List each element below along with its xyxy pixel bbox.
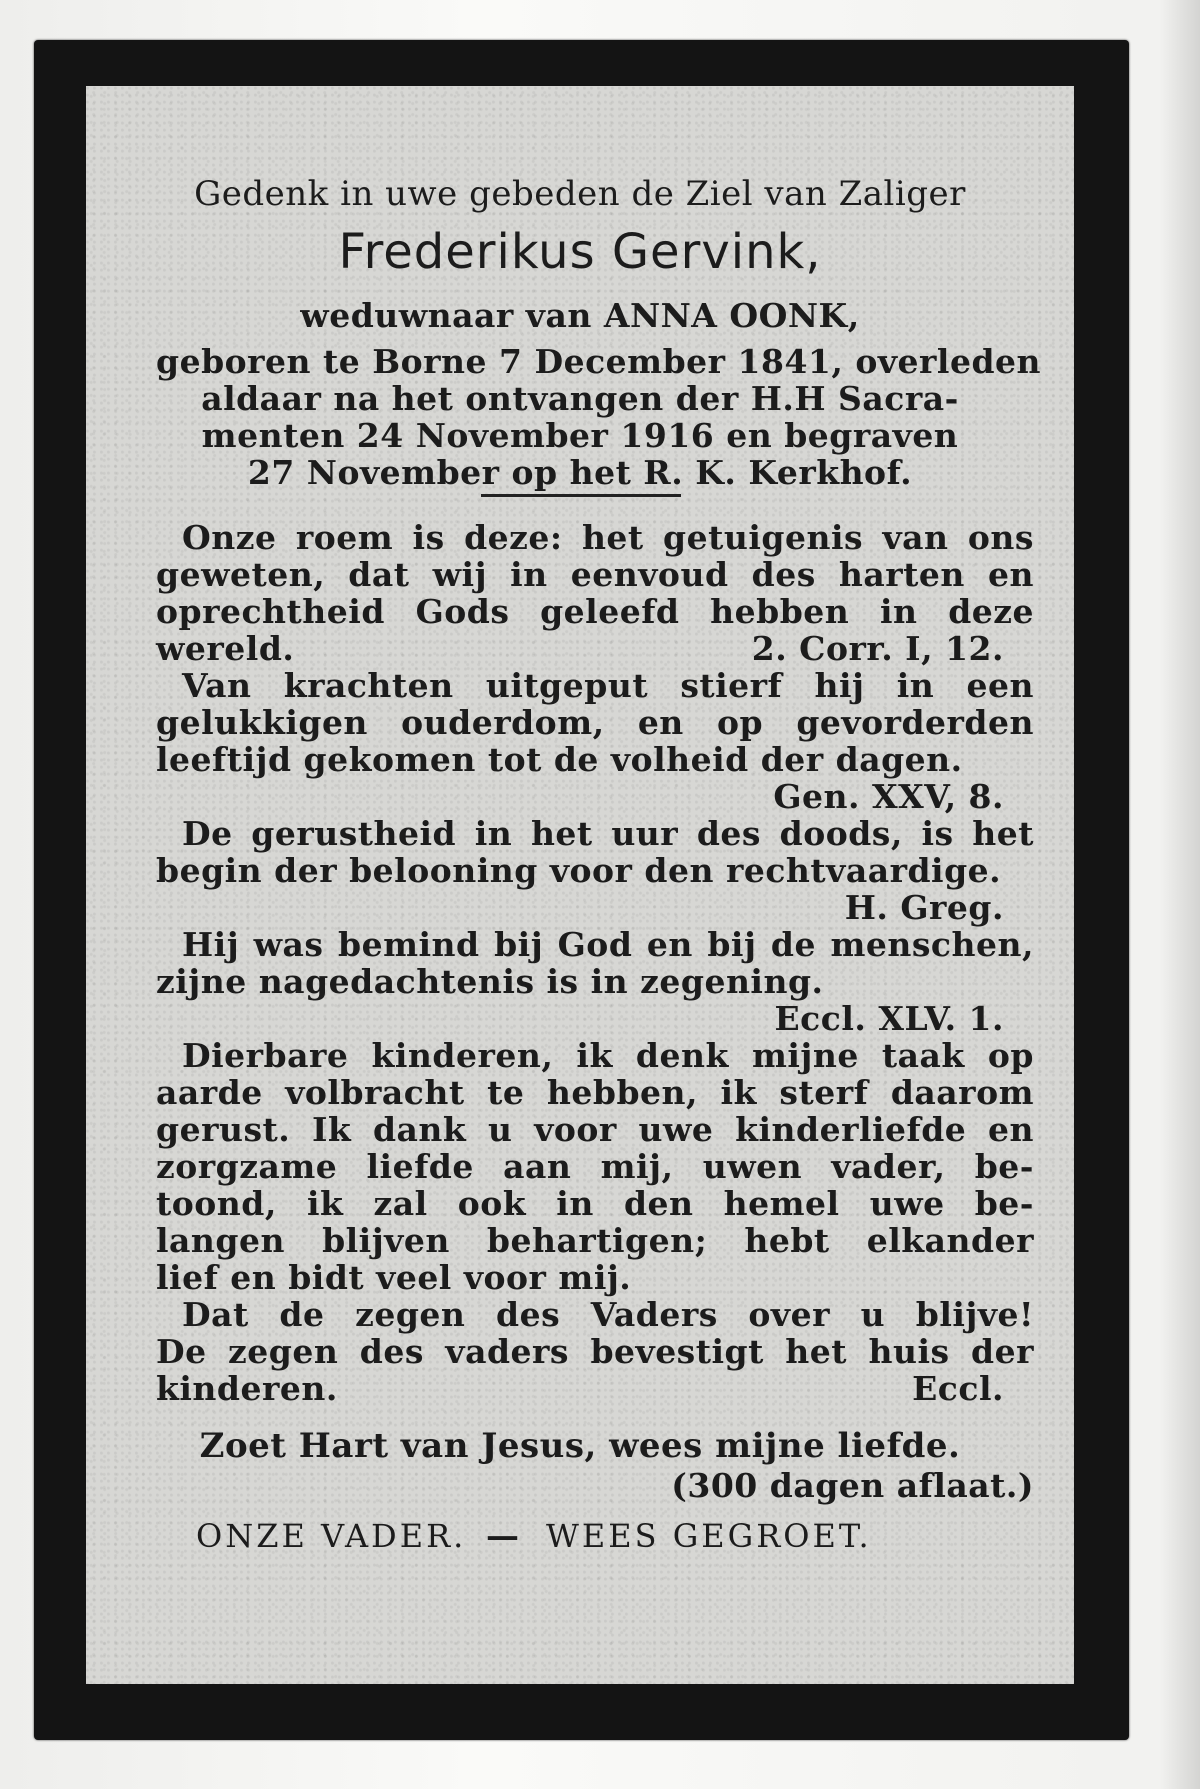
scripture-reference: H. Greg. [844, 888, 1004, 927]
verse-line: zijne nagedachtenis is in zegening. [156, 962, 824, 1001]
scripture-reference: Gen. XXV, 8. [773, 777, 1004, 816]
verse-line: gelukkigen ouderdom, en op gevorderden [156, 703, 1034, 742]
prayer-line: Zoet Hart van Jesus, wees mijne liefde. [199, 1426, 961, 1466]
verse-line: kinderen. [156, 1369, 338, 1408]
bio-line: aldaar na het ontvangen der H.H Sacra- [201, 379, 959, 418]
card-text-panel [86, 86, 1074, 1684]
verse-line: Dat de zegen des Vaders over u blijve! [182, 1295, 1034, 1334]
bio-line: 27 November op het R. K. Kerkhof. [247, 453, 913, 492]
deceased-name: Frederikus Gervink, [338, 224, 822, 280]
verse-line: toond, ik zal ook in den hemel uwe be- [156, 1184, 1034, 1223]
widower-line: weduwnaar van ANNA OONK, [300, 296, 860, 335]
verse-line: oprechtheid Gods geleefd hebben in deze [156, 592, 1034, 631]
scripture-reference: Eccl. [912, 1369, 1004, 1408]
verse-line: wereld. [156, 629, 295, 668]
closing-dash: — [486, 1516, 520, 1555]
verse-line: gerust. Ik dank u voor uwe kinderliefde en [156, 1110, 1034, 1149]
verse-line: begin der belooning voor den rechtvaardige. [156, 851, 1002, 890]
verse-line: Onze roem is deze: het getuigenis van ons [182, 518, 1034, 557]
verse-line: Dierbare kinderen, ik denk mijne taak op [182, 1036, 1034, 1075]
verse-line: De gerustheid in het uur des doods, is het [182, 814, 1034, 853]
verse-line: leeftijd gekomen tot de volheid der dagen. [156, 740, 963, 779]
scripture-reference: Eccl. XLV. 1. [774, 999, 1004, 1038]
memorial-card [34, 40, 1129, 1740]
verse-line: geweten, dat wij in eenvoud des harten en [156, 555, 1034, 594]
verse-line: Hij was bemind bij God en bij de menschen, [182, 925, 1034, 964]
indulgence-note: (300 dagen aflaat.) [671, 1466, 1034, 1505]
closing-left: ONZE VADER. [196, 1517, 467, 1555]
verse-line: zorgzame liefde aan mij, uwen vader, be- [156, 1147, 1034, 1186]
divider-rule [481, 494, 681, 497]
bio-line: menten 24 November 1916 en begraven [201, 416, 959, 455]
verse-line: Van krachten uitgeput stierf hij in een [182, 666, 1034, 705]
scan-edge-shadow [1160, 0, 1200, 1789]
verse-line: langen blijven behartigen; hebt elkander [156, 1221, 1034, 1260]
closing-right: WEES GEGROET. [546, 1517, 872, 1555]
scripture-reference: 2. Corr. I, 12. [751, 629, 1004, 668]
verse-line: aarde volbracht te hebben, ik sterf daarom [156, 1073, 1034, 1112]
verse-line: lief en bidt veel voor mij. [156, 1258, 632, 1297]
bio-line: geboren te Borne 7 December 1841, overleden [156, 342, 1042, 381]
verse-line: De zegen des vaders bevestigt het huis der [156, 1332, 1034, 1371]
intro-line: Gedenk in uwe gebeden de Ziel van Zaliger [194, 174, 966, 214]
